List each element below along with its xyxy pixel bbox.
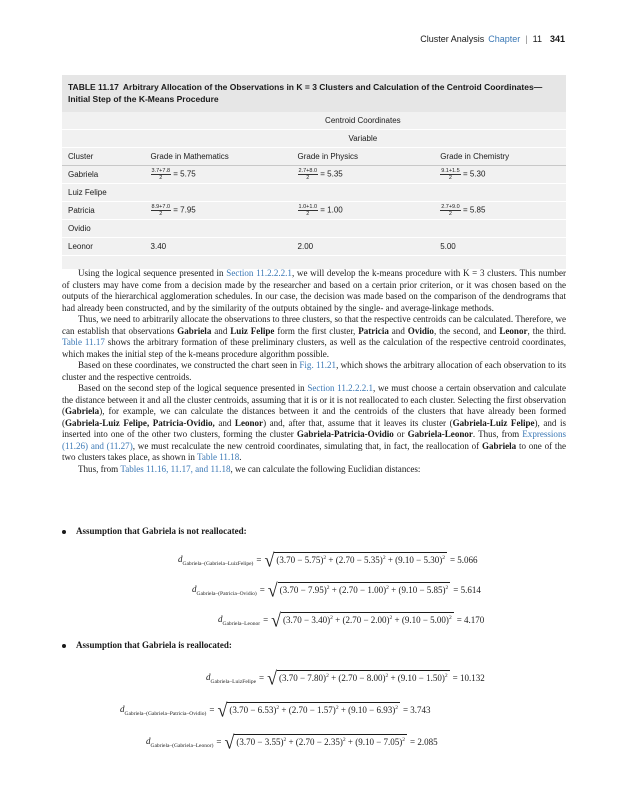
paragraph: Using the logical sequence presented in Section 11.2.2.2.1, we will develop the k-means procedure with K = 3 clusters. This number of clusters may have come from a decision made by the researcher and based on a certain prior criterion, or it was chosen based on the outputs of the hierarchical agglomeration schedules. In our case, the decision was made based on the comparison of the dendrograms that had already been constructed, and by the similarity of the outputs obtained by the single- and average-linkage methods. — [62, 268, 567, 313]
equation-4: $d_{Gabriela-LuizFelipe}$ = √ $(3.70 - 7.80)^2 + (2.70 - 8.00)^2 + (9.10 - 1.50)^2$ = 10.132 — [206, 667, 485, 689]
chemistry-centroid: $\frac{2.7+9.0}{2}$ = 5.85 — [434, 202, 566, 220]
table-11-17 — [62, 75, 566, 270]
cluster-name: Luiz Felipe — [62, 184, 145, 202]
equation-3: $d_{Gabriela-Leonor}$ = √ $(3.70 - 3.40)^2 + (2.70 - 2.00)^2 + (9.10 - 5.00)^2$ = 4.170 — [218, 609, 485, 631]
square-root: √ $(3.70 - 3.40)^2 + (2.70 - 2.00)^2 + (9.10 - 5.00)^2$ — [271, 609, 452, 631]
table-link[interactable]: Table 11.18 — [197, 452, 240, 462]
tables-link[interactable]: Tables 11.16, 11.17, and 11.18 — [120, 463, 231, 474]
chemistry-centroid: 5.00 — [434, 238, 566, 256]
expression-link[interactable]: Expressions (11.26) and (11.27) — [62, 429, 566, 451]
header-section: Cluster Analysis — [420, 34, 485, 44]
table-caption — [62, 75, 566, 112]
chemistry-centroid: $\frac{9.1+1.5}{2}$ = 5.30 — [434, 166, 566, 184]
header-chapter-label: Chapter — [488, 34, 521, 44]
paragraph: Thus, we need to arbitrarily allocate the observations to three clusters, so that the respective centroids can be calculated. Therefore, we can establish that observations Gabriela and Luiz Felipe form the first cluster, Patricia and Ovidio, the second, and Leonor, the third. Table 11.17 shows the arbitrary formation of these preliminary clusters, as well as the calculation of the respective centroid coordinates, which makes the initial step of the k-means procedure algorithm possible. — [62, 314, 567, 359]
table-row — [62, 202, 566, 220]
section-link[interactable]: Section 11.2.2.2.1 — [307, 383, 374, 393]
paragraph: Thus, from Tables 11.16, 11.17, and 11.18, we can calculate the following Euclidian distances: — [78, 463, 421, 474]
table-title: Arbitrary Allocation of the Observations in K = 3 Clusters and Calculation of the Centroid Coordinates—Initial Step of the K-Means Procedure — [68, 82, 543, 104]
header-chapter-number: 11 — [532, 34, 542, 44]
table-subheader-row — [62, 130, 566, 148]
table-row — [62, 238, 566, 256]
figure-link[interactable]: Fig. 11.21 — [299, 360, 337, 370]
column-header: Cluster — [62, 148, 145, 166]
equation-1: $d_{Gabriela-(Gabriela-LuizFelipe)}$ = √ $(3.70 - 5.75)^2 + (2.70 - 5.35)^2 + (9.10 - 5.30)^2$ = 5.066 — [178, 549, 478, 571]
cluster-name: Gabriela — [62, 166, 145, 184]
bullet-reallocated: Assumption that Gabriela is reallocated: — [62, 640, 232, 650]
table-row — [62, 220, 566, 238]
physics-centroid: 2.00 — [292, 238, 435, 256]
square-root: √ $(3.70 - 3.55)^2 + (2.70 - 2.35)^2 + (9.10 - 7.05)^2$ — [224, 731, 406, 753]
section-link[interactable]: Section 11.2.2.2.1 — [226, 268, 292, 278]
paragraph: Based on the second step of the logical sequence presented in Section 11.2.2.2.1, we must choose a certain observation and calculate the distance between it and all the cluster centroids, assuming that it is or it is not reallocated to each cluster. Selecting the first observation (Gabriela), for example, we can calculate the distances between it and the centroids of the clusters that have already been formed (Gabriela-Luiz Felipe, Patricia-Ovidio, and Leonor) and, after that, assume that it leaves its cluster (Gabriela-Luiz Felipe), and is inserted into one of the other two clusters, forming the cluster Gabriela-Patricia-Ovidio or Gabriela-Leonor. Thus, from Expressions (11.26) and (11.27), we must recalculate the new centroid coordinates, simulating that, in fact, the reallocation of Gabriela to one of the two clusters takes place, as shown in Table 11.18. — [62, 383, 566, 462]
table-group-header-row — [62, 112, 566, 130]
physics-centroid: $\frac{2.7+8.0}{2}$ = 5.35 — [292, 166, 435, 184]
equation-5: $d_{Gabriela-(Gabriela-Patricia-Ovidio)}$ = √ $(3.70 - 6.53)^2 + (2.70 - 1.57)^2 + (9.10 - 6.93)^2$ = 3.743 — [120, 699, 431, 721]
square-root: √ $(3.70 - 7.80)^2 + (2.70 - 8.00)^2 + (9.10 - 1.50)^2$ — [267, 667, 448, 689]
cluster-name: Ovidio — [62, 220, 145, 238]
cluster-name: Leonor — [62, 238, 145, 256]
column-header: Grade in Mathematics — [145, 148, 292, 166]
equation-6: $d_{Gabriela-(Gabriela-Leonor)}$ = √ $(3.70 - 3.55)^2 + (2.70 - 2.35)^2 + (9.10 - 7.05)^2$ = 2.085 — [146, 731, 438, 753]
bullet-icon — [62, 530, 66, 534]
sub-header: Variable — [292, 130, 435, 148]
column-header: Grade in Chemistry — [434, 148, 566, 166]
math-centroid: 3.40 — [145, 238, 292, 256]
equation-2: $d_{Gabriela-(Patricia-Ovidio)}$ = √ $(3.70 - 7.95)^2 + (2.70 - 1.00)^2 + (9.10 - 5.85)^2$ = 5.614 — [192, 579, 481, 601]
running-header: Cluster Analysis Chapter | 11 341 — [420, 34, 565, 44]
body-text — [62, 268, 566, 475]
group-header: Centroid Coordinates — [292, 112, 435, 130]
square-root: √ $(3.70 - 6.53)^2 + (2.70 - 1.57)^2 + (9.10 - 6.93)^2$ — [217, 699, 398, 721]
square-root: √ $(3.70 - 5.75)^2 + (2.70 - 5.35)^2 + (9.10 - 5.30)^2$ — [264, 549, 445, 571]
cluster-name: Patricia — [62, 202, 145, 220]
square-root: √ $(3.70 - 7.95)^2 + (2.70 - 1.00)^2 + (9.10 - 5.85)^2$ — [267, 579, 449, 601]
table-row — [62, 184, 566, 202]
centroid-table — [62, 112, 566, 270]
math-centroid: $\frac{3.7+7.8}{2}$ = 5.75 — [145, 166, 292, 184]
bullet-not-reallocated: Assumption that Gabriela is not reallocated: — [62, 526, 247, 536]
table-column-header-row — [62, 148, 566, 166]
page-number: 341 — [549, 34, 565, 44]
table-link[interactable]: Table 11.17 — [62, 337, 105, 347]
bullet-icon — [62, 644, 66, 648]
table-row — [62, 166, 566, 184]
paragraph: Based on these coordinates, we constructed the chart seen in Fig. 11.21, which shows the arbitrary allocation of each observation to its cluster and the respective centroids. — [62, 360, 566, 382]
math-centroid: $\frac{8.9+7.0}{2}$ = 7.95 — [145, 202, 292, 220]
column-header: Grade in Physics — [292, 148, 435, 166]
table-number: TABLE 11.17 — [68, 82, 119, 92]
physics-centroid: $\frac{1.0+1.0}{2}$ = 1.00 — [292, 202, 435, 220]
